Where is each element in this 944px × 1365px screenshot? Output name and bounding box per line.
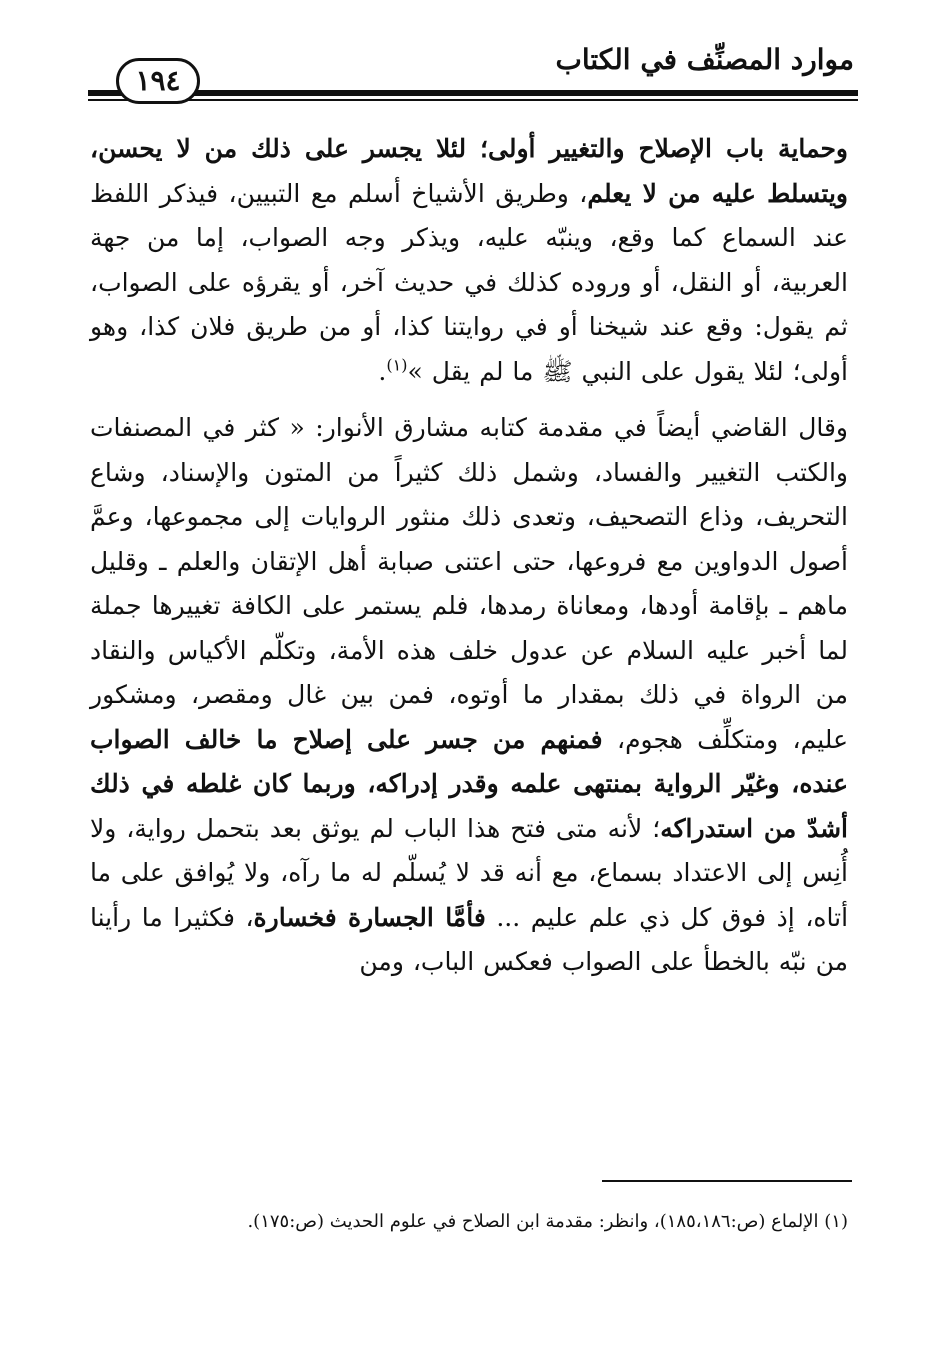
- text-run: وقال القاضي أيضاً في مقدمة كتابه مشارق الأنوار: « كثر في المصنفات والكتب التغيير والفساد، وشمل ذلك كثيراً من المتون والإسناد، وشاع التحريف، وذاع التصحيف، وتعدى ذلك منثور الروايات إلى مجموعها، وعمَّ أصول الدواوين مع فروعها، حتى اعتنى صبابة أهل الإتقان والعلم ـ وقليل ماهم ـ بإقامة أودها، ومعاناة رمدها، فلم يستمر على الكافة تغييرها جملة لما أخبر عليه السلام عن عدول خلف هذه الأمة، وتكلّم الأكياس والنقاد من الرواة في ذلك بمقدار ما أوتوه، فمن بين غال ومقصر، ومشكور عليم، ومتكلِّف هجوم،: [90, 413, 848, 754]
- footnote: (١) الإلماع (ص:١٨٥،١٨٦)، وانظر: مقدمة ابن الصلاح في علوم الحديث (ص:١٧٥).: [247, 1211, 848, 1232]
- paragraph-1: [90, 127, 848, 394]
- header-rule-thick: [88, 90, 858, 96]
- footnote-reference: (١): [386, 355, 408, 375]
- footnote-separator: [602, 1180, 852, 1182]
- page-header: [88, 34, 858, 114]
- text-run: .: [378, 356, 387, 386]
- bold-passage: فمنهم من جسر على إصلاح ما خالف الصواب عنده، وغيّر الرواية بمنتهى علمه وقدر إدراكه، وربما كان غلطه في ذلك أشدّ من استدراكه: [90, 724, 848, 843]
- text-run: ، فكثيرا ما رأينا من نبّه بالخطأ على الصواب فعكس الباب، ومن: [90, 902, 848, 976]
- text-run: ، وطريق الأشياخ أسلم مع التبيين، فيذكر اللفظ عند السماع كما وقع، وينبّه عليه، ويذكر وجه الصواب، إما من جهة العربية، أو النقل، أو وروده كذلك في حديث آخر، أو يقرؤه على الصواب، ثم يقول: وقع عند شيخنا أو في روايتنا كذا، أو من طريق فلان كذا، وهو أولى؛ لئلا يقول على النبي ﷺ ما لم يقل »: [90, 178, 848, 386]
- header-rule-thin: [88, 99, 858, 101]
- bold-passage: وحماية باب الإصلاح والتغيير أولى؛ لئلا يجسر على ذلك من لا يحسن، ويتسلط عليه من لا يعلم: [90, 134, 849, 208]
- paragraph-2: [90, 406, 848, 985]
- page-number: ١٩٤: [116, 58, 200, 104]
- body-text: [90, 127, 848, 985]
- bold-passage: فأمَّا الجسارة فخسارة: [253, 902, 486, 932]
- text-run: ؛ لأنه متى فتح هذا الباب لم يوثق بعد بتحمل رواية، ولا أُنِس إلى الاعتداد بسماع، مع أنه قد لا يُسلّم له ما رآه، ولا يُوافق على ما أتاه، إذ فوق كل ذي علم عليم ...: [90, 813, 849, 932]
- running-title: موارد المصنِّف في الكتاب: [555, 43, 854, 76]
